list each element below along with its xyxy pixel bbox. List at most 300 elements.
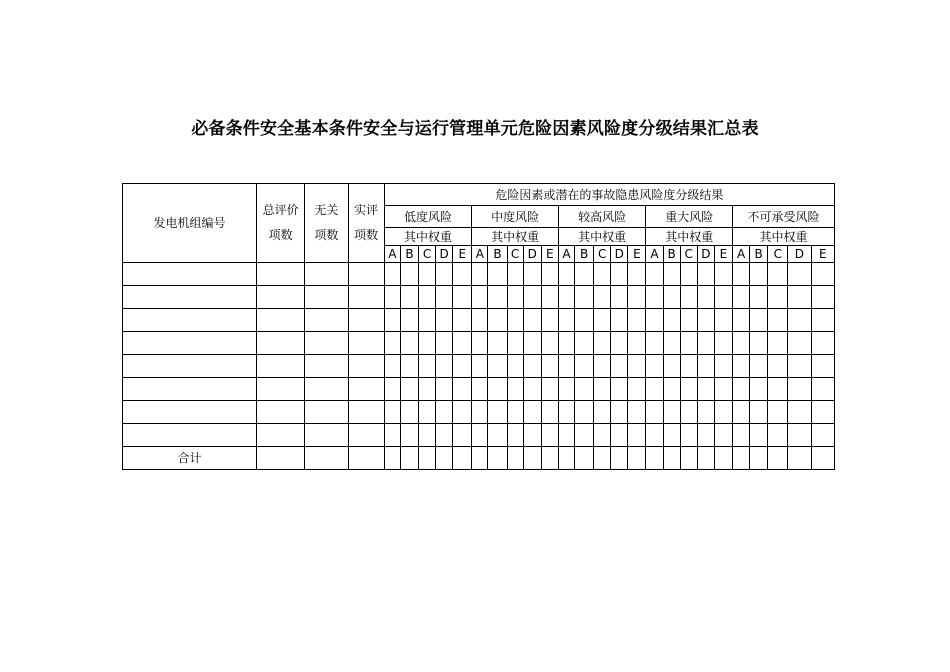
- table-cell: [472, 401, 488, 424]
- table-cell: [523, 286, 541, 309]
- table-cell: [714, 286, 732, 309]
- grade-letter-header: D: [523, 246, 541, 263]
- table-cell: [488, 332, 507, 355]
- table-cell: [697, 309, 714, 332]
- grade-letter-header: A: [558, 246, 574, 263]
- table-cell: [507, 447, 523, 470]
- grade-letter-header: E: [541, 246, 558, 263]
- risk-header: 危险因素或潜在的事故隐患风险度分级结果: [384, 184, 834, 206]
- total-row: [123, 447, 835, 470]
- table-cell: [768, 309, 788, 332]
- table-cell: [663, 378, 680, 401]
- grade-letter-header: E: [453, 246, 472, 263]
- table-cell: [436, 424, 453, 447]
- table-cell: [400, 332, 418, 355]
- table-cell: [418, 447, 435, 470]
- table-cell: [256, 447, 304, 470]
- table-cell: [611, 401, 628, 424]
- table-cell: [488, 355, 507, 378]
- table-cell: [400, 286, 418, 309]
- irrelevant-items-line1: 无关: [314, 203, 339, 217]
- table-cell: [611, 378, 628, 401]
- table-cell: [714, 447, 732, 470]
- total-label-cell: 合计: [123, 447, 257, 470]
- table-cell: [541, 355, 558, 378]
- grade-letter-header: B: [575, 246, 594, 263]
- table-cell: [768, 378, 788, 401]
- table-cell: [453, 401, 472, 424]
- table-cell: [680, 309, 697, 332]
- table-cell: [768, 424, 788, 447]
- table-cell: [523, 309, 541, 332]
- table-cell: [541, 286, 558, 309]
- unit-id-cell: [123, 378, 257, 401]
- table-cell: [558, 332, 574, 355]
- table-cell: [348, 378, 384, 401]
- table-cell: [663, 263, 680, 286]
- table-cell: [714, 401, 732, 424]
- table-cell: [680, 401, 697, 424]
- table-cell: [453, 332, 472, 355]
- table-cell: [558, 447, 574, 470]
- table-cell: [305, 401, 348, 424]
- table-cell: [541, 424, 558, 447]
- table-cell: [811, 378, 835, 401]
- table-cell: [256, 263, 304, 286]
- table-cell: [541, 401, 558, 424]
- table-cell: [768, 263, 788, 286]
- table-cell: [788, 401, 811, 424]
- table-cell: [680, 263, 697, 286]
- table-cell: [714, 309, 732, 332]
- unit-id-cell: [123, 401, 257, 424]
- unit-id-cell: [123, 309, 257, 332]
- table-row: [123, 424, 835, 447]
- table-cell: [714, 263, 732, 286]
- grade-letter-header: B: [750, 246, 768, 263]
- table-cell: [750, 401, 768, 424]
- table-cell: [436, 332, 453, 355]
- table-cell: [453, 286, 472, 309]
- unit-id-cell: [123, 286, 257, 309]
- table-cell: [575, 424, 594, 447]
- table-cell: [305, 286, 348, 309]
- table-cell: [256, 401, 304, 424]
- table-cell: [418, 286, 435, 309]
- table-cell: [628, 309, 646, 332]
- table-cell: [788, 332, 811, 355]
- grade-letter-header: E: [714, 246, 732, 263]
- weight-label: 其中权重: [646, 228, 733, 246]
- table-cell: [453, 378, 472, 401]
- table-row: [123, 309, 835, 332]
- table-cell: [733, 309, 750, 332]
- grade-letter-header: D: [697, 246, 714, 263]
- table-cell: [541, 309, 558, 332]
- grade-letter-header: D: [436, 246, 453, 263]
- table-cell: [418, 355, 435, 378]
- table-cell: [384, 286, 400, 309]
- table-cell: [750, 424, 768, 447]
- grade-letter-header: C: [680, 246, 697, 263]
- table-cell: [594, 424, 611, 447]
- table-cell: [436, 263, 453, 286]
- table-cell: [697, 378, 714, 401]
- table-cell: [697, 424, 714, 447]
- table-cell: [733, 286, 750, 309]
- table-cell: [472, 424, 488, 447]
- table-cell: [523, 447, 541, 470]
- table-cell: [558, 309, 574, 332]
- table-cell: [256, 332, 304, 355]
- total-items-line2: 项数: [268, 228, 293, 242]
- table-cell: [628, 286, 646, 309]
- table-cell: [788, 309, 811, 332]
- unit-id-cell: [123, 424, 257, 447]
- table-cell: [594, 263, 611, 286]
- table-cell: [384, 355, 400, 378]
- table-cell: [575, 309, 594, 332]
- table-cell: [472, 332, 488, 355]
- table-cell: [541, 263, 558, 286]
- table-row: [123, 378, 835, 401]
- table-cell: [788, 378, 811, 401]
- table-cell: [768, 332, 788, 355]
- weight-label: 其中权重: [384, 228, 472, 246]
- table-cell: [436, 378, 453, 401]
- table-cell: [611, 309, 628, 332]
- table-cell: [507, 332, 523, 355]
- table-cell: [488, 447, 507, 470]
- table-cell: [697, 355, 714, 378]
- table-cell: [750, 332, 768, 355]
- page-title: 必备条件安全基本条件安全与运行管理单元危险因素风险度分级结果汇总表: [191, 119, 759, 139]
- table-cell: [611, 447, 628, 470]
- grade-letter-header: A: [733, 246, 750, 263]
- table-cell: [541, 378, 558, 401]
- table-cell: [558, 286, 574, 309]
- table-cell: [680, 355, 697, 378]
- table-cell: [436, 401, 453, 424]
- table-cell: [611, 263, 628, 286]
- table-cell: [697, 286, 714, 309]
- table-cell: [418, 309, 435, 332]
- table-cell: [348, 332, 384, 355]
- irrelevant-items-line2: 项数: [314, 228, 339, 242]
- weight-label: 其中权重: [472, 228, 559, 246]
- table-cell: [384, 378, 400, 401]
- unit-id-header: 发电机组编号: [123, 184, 257, 263]
- table-cell: [697, 401, 714, 424]
- table-cell: [305, 309, 348, 332]
- table-cell: [768, 286, 788, 309]
- table-cell: [611, 286, 628, 309]
- table-cell: [558, 424, 574, 447]
- table-cell: [488, 263, 507, 286]
- table-cell: [811, 424, 835, 447]
- table-cell: [733, 378, 750, 401]
- table-cell: [594, 401, 611, 424]
- table-cell: [488, 401, 507, 424]
- table-cell: [523, 424, 541, 447]
- table-cell: [305, 263, 348, 286]
- table-cell: [384, 332, 400, 355]
- grade-letter-header: B: [663, 246, 680, 263]
- table-cell: [611, 355, 628, 378]
- table-cell: [472, 378, 488, 401]
- table-cell: [628, 401, 646, 424]
- table-cell: [628, 447, 646, 470]
- total-items-line1: 总评价: [262, 203, 299, 217]
- table-cell: [811, 401, 835, 424]
- table-row: [123, 263, 835, 286]
- table-cell: [646, 447, 663, 470]
- table-cell: [680, 378, 697, 401]
- grade-letter-header: C: [418, 246, 435, 263]
- table-cell: [523, 332, 541, 355]
- table-cell: [507, 263, 523, 286]
- table-cell: [348, 355, 384, 378]
- risk-level-header: 低度风险: [384, 206, 472, 228]
- table-cell: [256, 378, 304, 401]
- table-cell: [788, 355, 811, 378]
- table-cell: [594, 286, 611, 309]
- table-cell: [750, 309, 768, 332]
- table-cell: [575, 286, 594, 309]
- table-cell: [714, 355, 732, 378]
- unit-id-cell: [123, 263, 257, 286]
- table-cell: [472, 286, 488, 309]
- table-cell: [811, 263, 835, 286]
- table-cell: [256, 355, 304, 378]
- risk-summary-table: [122, 183, 835, 470]
- table-cell: [488, 286, 507, 309]
- table-cell: [594, 332, 611, 355]
- table-cell: [714, 332, 732, 355]
- table-cell: [750, 355, 768, 378]
- table-cell: [628, 332, 646, 355]
- grade-letter-header: A: [646, 246, 663, 263]
- table-cell: [680, 447, 697, 470]
- table-cell: [256, 286, 304, 309]
- table-cell: [788, 424, 811, 447]
- table-cell: [256, 309, 304, 332]
- table-cell: [663, 401, 680, 424]
- grade-letter-header: C: [507, 246, 523, 263]
- grade-letter-header: C: [768, 246, 788, 263]
- table-cell: [788, 447, 811, 470]
- table-cell: [611, 332, 628, 355]
- table-cell: [733, 401, 750, 424]
- table-cell: [523, 355, 541, 378]
- table-cell: [436, 447, 453, 470]
- grade-letter-header: E: [628, 246, 646, 263]
- table-cell: [733, 424, 750, 447]
- table-cell: [628, 424, 646, 447]
- table-cell: [472, 309, 488, 332]
- table-cell: [488, 424, 507, 447]
- table-cell: [714, 424, 732, 447]
- table-cell: [611, 424, 628, 447]
- table-cell: [348, 286, 384, 309]
- table-cell: [507, 424, 523, 447]
- table-cell: [768, 355, 788, 378]
- table-cell: [788, 263, 811, 286]
- table-cell: [418, 332, 435, 355]
- grade-letter-header: A: [384, 246, 400, 263]
- table-cell: [400, 309, 418, 332]
- table-cell: [453, 263, 472, 286]
- table-cell: [646, 309, 663, 332]
- table-cell: [400, 355, 418, 378]
- table-cell: [733, 355, 750, 378]
- table-cell: [558, 263, 574, 286]
- actual-items-line1: 实评: [354, 203, 379, 217]
- table-cell: [384, 401, 400, 424]
- table-cell: [663, 355, 680, 378]
- table-cell: [733, 332, 750, 355]
- table-cell: [400, 447, 418, 470]
- table-cell: [305, 355, 348, 378]
- table-cell: [400, 263, 418, 286]
- table-cell: [558, 401, 574, 424]
- table-cell: [646, 286, 663, 309]
- table-cell: [472, 355, 488, 378]
- table-cell: [575, 447, 594, 470]
- table-cell: [733, 263, 750, 286]
- risk-level-header: 不可承受风险: [733, 206, 835, 228]
- table-cell: [750, 286, 768, 309]
- grade-letter-header: D: [788, 246, 811, 263]
- table-cell: [768, 401, 788, 424]
- table-cell: [628, 378, 646, 401]
- table-cell: [305, 332, 348, 355]
- table-cell: [575, 332, 594, 355]
- table-cell: [680, 424, 697, 447]
- table-cell: [663, 309, 680, 332]
- table-cell: [436, 355, 453, 378]
- table-cell: [418, 401, 435, 424]
- table-cell: [750, 263, 768, 286]
- table-cell: [594, 309, 611, 332]
- table-cell: [558, 378, 574, 401]
- table-cell: [575, 355, 594, 378]
- table-cell: [348, 263, 384, 286]
- table-cell: [594, 355, 611, 378]
- table-row: [123, 286, 835, 309]
- table-cell: [507, 286, 523, 309]
- table-cell: [400, 401, 418, 424]
- table-cell: [646, 424, 663, 447]
- table-cell: [523, 263, 541, 286]
- table-cell: [575, 378, 594, 401]
- table-cell: [714, 378, 732, 401]
- table-cell: [384, 309, 400, 332]
- table-cell: [733, 447, 750, 470]
- table-cell: [384, 447, 400, 470]
- table-cell: [418, 424, 435, 447]
- table-cell: [811, 309, 835, 332]
- actual-items-header: [348, 184, 384, 263]
- table-cell: [663, 424, 680, 447]
- table-row: [123, 401, 835, 424]
- table-cell: [384, 263, 400, 286]
- table-cell: [305, 378, 348, 401]
- table-cell: [453, 355, 472, 378]
- actual-items-line2: 项数: [354, 228, 379, 242]
- table-cell: [663, 332, 680, 355]
- table-cell: [750, 447, 768, 470]
- table-cell: [507, 309, 523, 332]
- table-cell: [594, 378, 611, 401]
- grade-letter-header: B: [400, 246, 418, 263]
- table-cell: [663, 447, 680, 470]
- table-cell: [646, 401, 663, 424]
- table-cell: [418, 378, 435, 401]
- table-cell: [697, 447, 714, 470]
- table-cell: [811, 286, 835, 309]
- table-cell: [453, 309, 472, 332]
- table-cell: [663, 286, 680, 309]
- table-cell: [488, 378, 507, 401]
- grade-letter-header: D: [611, 246, 628, 263]
- grade-letter-header: B: [488, 246, 507, 263]
- table-cell: [646, 263, 663, 286]
- table-cell: [628, 263, 646, 286]
- grade-letter-header: A: [472, 246, 488, 263]
- risk-level-header: 较高风险: [558, 206, 646, 228]
- table-cell: [811, 332, 835, 355]
- table-cell: [472, 263, 488, 286]
- weight-label: 其中权重: [733, 228, 835, 246]
- table-cell: [348, 447, 384, 470]
- irrelevant-items-header: [305, 184, 348, 263]
- table-cell: [697, 332, 714, 355]
- table-cell: [507, 355, 523, 378]
- grade-letter-header: E: [811, 246, 835, 263]
- table-cell: [541, 447, 558, 470]
- table-cell: [680, 286, 697, 309]
- table-cell: [305, 424, 348, 447]
- table-cell: [256, 424, 304, 447]
- table-cell: [575, 401, 594, 424]
- unit-id-cell: [123, 355, 257, 378]
- table-cell: [811, 355, 835, 378]
- table-cell: [348, 309, 384, 332]
- table-cell: [558, 355, 574, 378]
- unit-id-cell: [123, 332, 257, 355]
- risk-level-header: 中度风险: [472, 206, 559, 228]
- table-cell: [750, 378, 768, 401]
- table-cell: [680, 332, 697, 355]
- table-cell: [507, 378, 523, 401]
- weight-label: 其中权重: [558, 228, 646, 246]
- table-cell: [436, 309, 453, 332]
- table-cell: [400, 378, 418, 401]
- table-cell: [436, 286, 453, 309]
- table-cell: [400, 424, 418, 447]
- table-cell: [384, 424, 400, 447]
- table-cell: [488, 309, 507, 332]
- table-cell: [697, 263, 714, 286]
- table-cell: [646, 332, 663, 355]
- table-cell: [453, 447, 472, 470]
- total-items-header: [256, 184, 304, 263]
- table-cell: [523, 378, 541, 401]
- table-cell: [523, 401, 541, 424]
- table-cell: [541, 332, 558, 355]
- table-cell: [418, 263, 435, 286]
